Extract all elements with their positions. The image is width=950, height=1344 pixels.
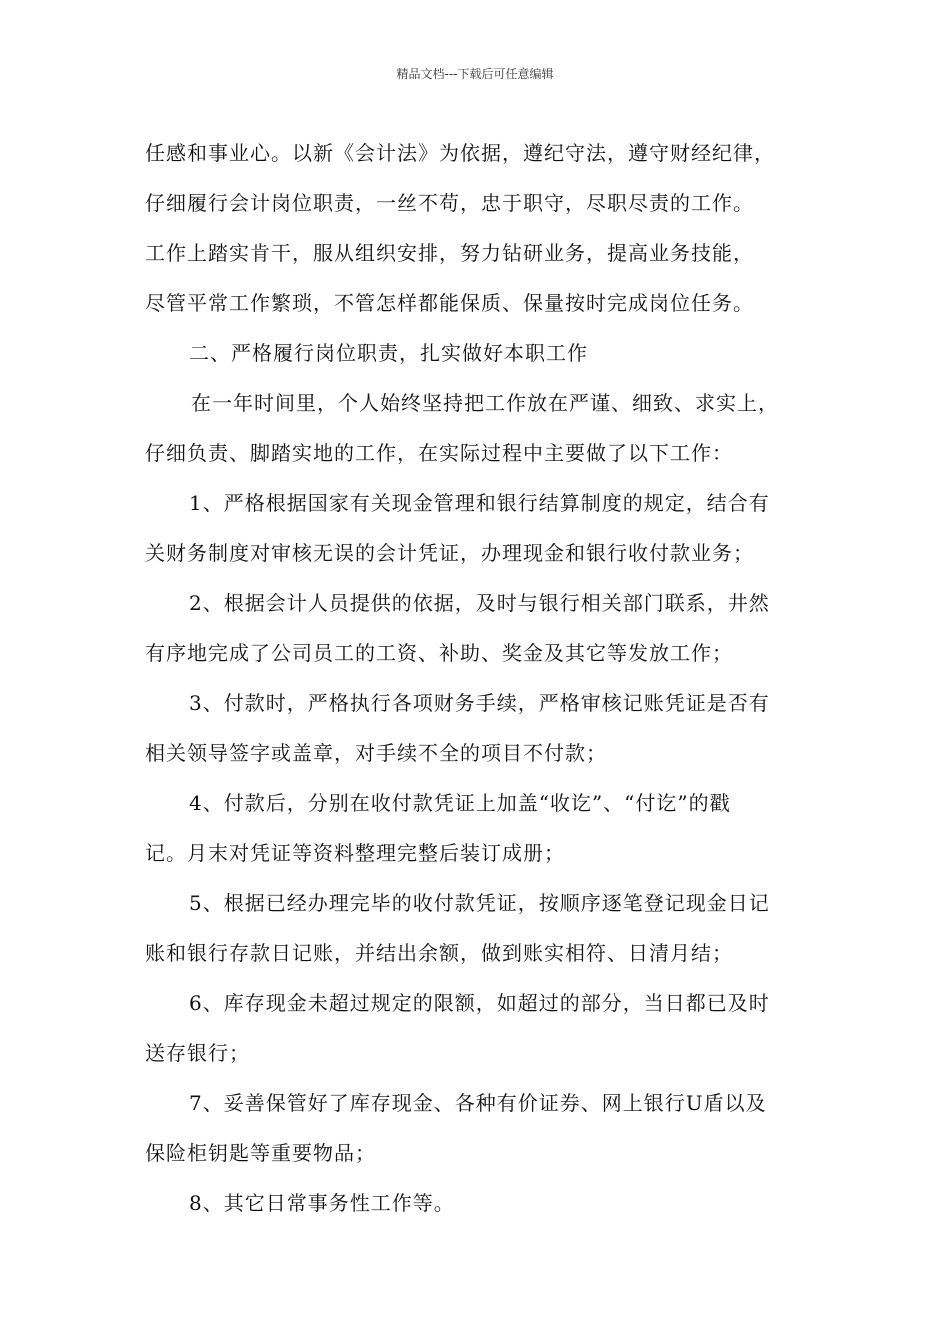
paragraph-line: 在一年时间里，个人始终坚持把工作放在严谨、细致、求实上， [191,391,779,415]
list-item-continuation: 账和银行存款日记账，并结出余额，做到账实相符、日清月结； [145,941,733,965]
list-item-continuation: 保险柜钥匙等重要物品； [145,1141,376,1165]
list-item: 4、付款后，分别在收付款凭证上加盖“收讫”、“付讫”的戳 [189,791,731,815]
list-item-continuation: 相关领导签字或盖章，对手续不全的项目不付款； [145,741,607,765]
list-item: 2、根据会计人员提供的依据，及时与银行相关部门联系，井然 [189,591,770,615]
paragraph-line: 仔细负责、脚踏实地的工作，在实际过程中主要做了以下工作： [145,441,733,465]
paragraph-line: 仔细履行会计岗位职责，一丝不苟，忠于职守，尽职尽责的工作。 [145,191,754,215]
list-item: 8、其它日常事务性工作等。 [189,1191,455,1215]
section-heading: 二、严格履行岗位职责，扎实做好本职工作 [189,341,588,365]
list-item-continuation: 关财务制度对审核无误的会计凭证，办理现金和银行收付款业务； [145,541,754,565]
list-item: 3、付款时，严格执行各项财务手续，严格审核记账凭证是否有 [189,691,770,715]
paragraph-line: 尽管平常工作繁琐，不管怎样都能保质、保量按时完成岗位任务。 [145,291,754,315]
list-item: 1、严格根据国家有关现金管理和银行结算制度的规定，结合有 [189,491,770,515]
page-header: 精品文档---下载后可任意编辑 [396,67,554,81]
list-item: 6、库存现金未超过规定的限额，如超过的部分，当日都已及时 [189,991,770,1015]
document-body [145,128,815,1228]
list-item-continuation: 记。月末对凭证等资料整理完整后装订成册； [145,841,565,865]
list-item: 7、妥善保管好了库存现金、各种有价证券、网上银行U盾以及 [189,1091,767,1115]
list-item-continuation: 有序地完成了公司员工的工资、补助、奖金及其它等发放工作； [145,641,733,665]
list-item: 5、根据已经办理完毕的收付款凭证，按顺序逐笔登记现金日记 [189,891,770,915]
paragraph-line: 任感和事业心。以新《会计法》为依据，遵纪守法，遵守财经纪律， [145,141,775,165]
list-item-continuation: 送存银行； [145,1041,250,1065]
paragraph-line: 工作上踏实肯干，服从组织安排，努力钻研业务，提高业务技能， [145,241,754,265]
